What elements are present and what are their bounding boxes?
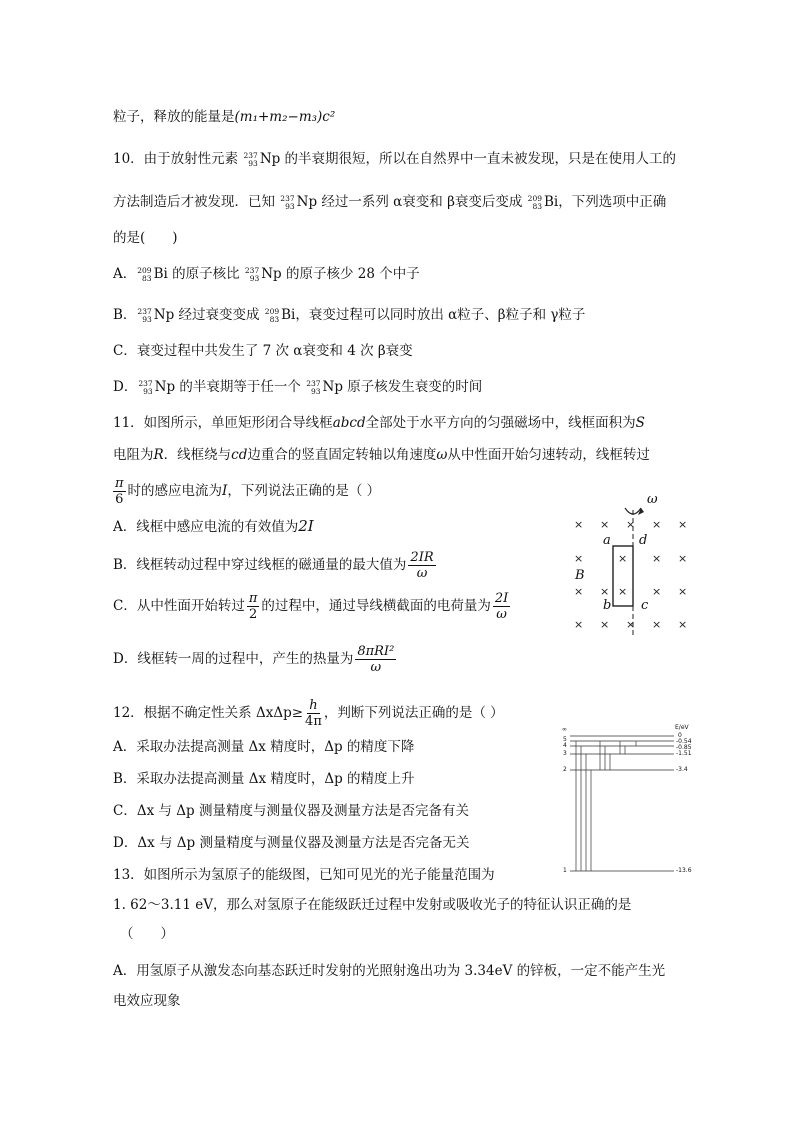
bi-nuclide	[265, 307, 280, 325]
prev-answer-line	[113, 108, 335, 126]
field-cross-icon: ×	[574, 518, 584, 531]
q11-text: 边重合的竖直固定转轴以角速度	[247, 447, 437, 463]
np-nuclide	[280, 194, 295, 212]
np-z: 93	[310, 387, 321, 396]
option-text: Bi 的原子核比	[153, 266, 240, 282]
option-text: Np 的原子核少 28 个中子	[261, 266, 420, 282]
omega-label: ω	[647, 492, 658, 507]
label-b: b	[603, 598, 612, 613]
e-1: -13.6	[676, 867, 692, 874]
frac-den: 2	[248, 607, 258, 622]
field-cross-icon: ×	[600, 518, 610, 531]
q13-option-a-line1[interactable]: A．用氢原子从激发态向基态跃迁时发射的光照射逸出功为 3.34eV 的锌板，一定不能产生光	[113, 963, 666, 979]
field-cross-icon: ×	[600, 585, 610, 598]
frac-num: π	[248, 591, 258, 606]
fraction-2IR-w	[408, 550, 435, 581]
e-4: -0.85	[676, 744, 692, 751]
option-text: D．线框转一周的过程中，产生的热量为	[113, 651, 354, 667]
q11-var: abcd	[332, 415, 366, 431]
q11-text: ，下列说法正确的是（ ）	[227, 483, 381, 499]
q12-option-b[interactable]: B．采取办法提高测量 Δx 精度时，Δp 的精度上升	[113, 771, 415, 787]
np-mass: 237	[137, 307, 152, 316]
q11-option-a[interactable]	[113, 517, 314, 536]
q11-var: R	[153, 447, 164, 463]
np-nuclide	[245, 266, 260, 284]
option-text: Np 经过衰变变成	[153, 307, 260, 323]
field-cross-icon: ×	[626, 618, 636, 631]
q10-option-d[interactable]	[113, 378, 482, 397]
frac-den: 6	[115, 492, 124, 507]
option-letter: A．	[113, 266, 137, 282]
q13-line1: 13．如图所示为氢原子的能级图，已知可见光的光子能量范围为	[113, 867, 495, 883]
option-text: C．从中性面开始转过	[113, 598, 245, 614]
option-text: 的过程中，通过导线横截面的电荷量为	[261, 598, 491, 614]
q13-line3: （ ）	[120, 926, 174, 942]
q11-var: S	[635, 415, 645, 431]
np-z: 93	[249, 274, 260, 283]
frac-num: 8πRI²	[357, 644, 395, 659]
field-cross-icon: ×	[574, 552, 584, 565]
n-3: 3	[563, 750, 567, 757]
option-text: Np 原子核发生衰变的时间	[322, 379, 483, 395]
q11-text: 11．如图所示，单匝矩形闭合导线框	[113, 415, 333, 431]
q11-var: ω	[436, 447, 448, 463]
field-cross-icon: ×	[652, 618, 662, 631]
fraction-8piRI2-w	[355, 644, 396, 675]
q11-option-c[interactable]	[113, 587, 512, 625]
energy-level-figure	[562, 725, 698, 877]
frac-num: 2I	[494, 591, 509, 606]
label-c: c	[641, 598, 649, 613]
energy-formula: (m₁+m₂−m₃)c²	[234, 109, 336, 125]
q10-text: Np 的半衰期很短，所以在自然界中一直未被发现，只是在使用人工的	[259, 151, 677, 167]
q11-option-b[interactable]	[113, 546, 438, 584]
e-5: -0.54	[676, 738, 692, 745]
q12-text: ，判断下列说法正确的是（ ）	[323, 705, 504, 721]
q10-option-a[interactable]	[113, 265, 420, 284]
option-text: Bi，衰变过程可以同时放出 α粒子、β粒子和 γ粒子	[281, 307, 586, 323]
frac-num: h	[309, 698, 318, 713]
np-z: 93	[285, 202, 295, 211]
field-cross-icon: ×	[678, 618, 688, 631]
np-nuclide	[306, 379, 321, 397]
q11-text: 从中性面开始匀速转动，线框转过	[447, 447, 650, 463]
fraction-h-4pi	[305, 698, 322, 729]
n-1: 1	[563, 867, 567, 874]
q11-text: ．线框绕与	[163, 447, 232, 463]
q12-option-a[interactable]: A．采取办法提高测量 Δx 精度时，Δp 的精度下降	[113, 739, 415, 755]
n-inf: ∞	[562, 726, 567, 733]
np-mass: 237	[280, 194, 295, 203]
frac-num: π	[115, 476, 124, 491]
field-cross-icon: ×	[678, 518, 688, 531]
prev-answer-text: 粒子，释放的能量是	[113, 109, 235, 125]
bi-z: 83	[142, 274, 152, 283]
field-cross-icon: ×	[574, 618, 584, 631]
q10-text: Np 经过一系列 α衰变和 β衰变后变成	[296, 194, 523, 210]
field-cross-icon: ×	[600, 618, 610, 631]
np-mass: 237	[243, 151, 258, 160]
q12-line1	[113, 694, 504, 732]
label-a: a	[603, 533, 611, 548]
q10-line3: 的是( )	[113, 230, 178, 246]
option-text: Np 的半衰期等于任一个	[154, 379, 301, 395]
q10-text: 10．由于放射性元素	[113, 151, 239, 167]
option-letter: D．	[113, 379, 138, 395]
e-2: -3.4	[676, 766, 688, 773]
bi-z: 83	[532, 202, 542, 211]
q10-option-b[interactable]	[113, 306, 585, 325]
np-mass: 237	[244, 266, 260, 275]
bi-z: 83	[269, 315, 280, 324]
field-cross-icon: ×	[652, 518, 662, 531]
frac-num: 2IR	[410, 550, 434, 565]
np-mass: 237	[138, 379, 153, 388]
q10-line2	[113, 193, 666, 212]
option-text: A．线框中感应电流的有效值为	[113, 519, 299, 535]
q11-line3	[113, 474, 380, 508]
q12-option-d[interactable]: D．Δx 与 Δp 测量精度与测量仪器及测量方法是否完备无关	[113, 835, 470, 851]
n-5: 5	[563, 736, 567, 743]
frac-den: ω	[370, 660, 382, 675]
q10-text: Bi，下列选项中正确	[544, 194, 667, 210]
n-4: 4	[563, 742, 567, 749]
q13-line2: 1. 62～3.11 eV，那么对氢原子在能级跃迁过程中发射或吸收光子的特征认识正确的是	[113, 897, 632, 913]
field-cross-icon: ×	[678, 552, 688, 565]
np-nuclide	[138, 379, 153, 397]
q11-option-d[interactable]	[113, 640, 398, 678]
fraction-pi-2	[247, 591, 260, 622]
option-letter: B．	[113, 307, 137, 323]
field-cross-icon: ×	[626, 518, 636, 531]
q11-var: I	[222, 483, 228, 499]
field-cross-icon: ×	[652, 585, 662, 598]
q11-line1	[113, 414, 645, 432]
np-nuclide	[243, 151, 258, 169]
q11-text: 电阻为	[113, 447, 154, 463]
frac-den: ω	[416, 566, 428, 581]
e-inf: 0	[678, 732, 682, 739]
q10-option-c[interactable]: C．衰变过程中共发生了 7 次 α衰变和 4 次 β衰变	[113, 343, 413, 359]
n-2: 2	[563, 766, 567, 773]
bi-mass: 209	[527, 194, 542, 203]
e-3: -1.51	[676, 750, 692, 757]
fraction-2I-w	[493, 591, 510, 622]
q11-line2	[113, 446, 650, 464]
frac-den: ω	[496, 607, 507, 622]
q11-var: cd	[231, 447, 248, 463]
q13-option-a-line2[interactable]: 电效应现象	[113, 993, 181, 1009]
q11-figure	[565, 492, 695, 638]
bi-nuclide	[528, 194, 543, 212]
frac-den: 4π	[305, 714, 322, 729]
q12-option-c[interactable]: C．Δx 与 Δp 测量精度与测量仪器及测量方法是否完备有关	[113, 803, 469, 819]
field-cross-icon: ×	[618, 552, 628, 565]
np-z: 93	[143, 387, 153, 396]
np-z: 93	[248, 159, 258, 168]
field-cross-icon: ×	[618, 585, 628, 598]
bi-mass: 209	[264, 307, 280, 316]
label-B: B	[575, 568, 585, 583]
np-z: 93	[142, 315, 152, 324]
energy-unit: E/eV	[675, 724, 689, 731]
bi-nuclide	[137, 266, 152, 284]
field-cross-icon: ×	[574, 585, 584, 598]
field-cross-icon: ×	[678, 585, 688, 598]
q10-line1	[113, 150, 676, 169]
transition-arrows	[576, 741, 636, 871]
q11-text: 全部处于水平方向的匀强磁场中，线框面积为	[365, 415, 636, 431]
q11-text: 时的感应电流为	[127, 483, 223, 499]
option-text: B．线框转动过程中穿过线框的磁通量的最大值为	[113, 557, 407, 573]
field-cross-icon: ×	[652, 552, 662, 565]
np-nuclide	[137, 307, 152, 325]
np-mass: 237	[306, 379, 321, 388]
bi-mass: 209	[137, 266, 152, 275]
option-formula: 2I	[298, 517, 314, 535]
q10-text: 方法制造后才被发现．已知	[113, 194, 275, 210]
q12-text: 12．根据不确定性关系 ΔxΔp≥	[113, 705, 304, 721]
fraction-pi-6	[113, 476, 126, 507]
label-d: d	[639, 533, 648, 548]
